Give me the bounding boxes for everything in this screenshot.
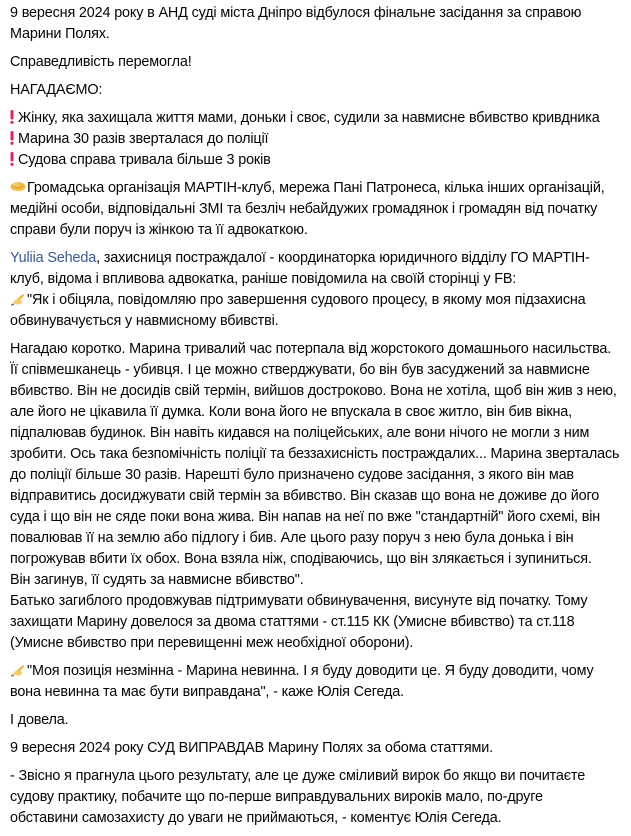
story-line: зробити. Ось така безпомічність поліції та беззахисність постраждалих... Марина зверталась [10,446,620,462]
verdict-paragraph: 9 вересня 2024 року СУД ВИПРАВДАВ Марину Полях за обома статтями. [10,740,493,756]
quote-text: обвинувачується у навмисному вбивстві. [10,313,279,329]
exclamation-mark-icon [10,152,14,166]
position-quote-text: вона невинна та має бути виправдана", - каже Юлія Сегеда. [10,684,404,700]
story-line: Батько загиблого продовжував підтримувати обвинувачення, висунуте від початку. Тому [10,593,588,609]
reminder-heading: НАГАДАЄМО: [10,82,103,98]
position-quote-paragraph [10,661,625,703]
story-line: Нагадаю коротко. Марина тривалий час потерпала від жорстокого домашнього насильства. [10,341,612,357]
comment-line: - Звісно я прагнула цього результату, але це дуже сміливий вирок бо якщо ви почитаєте [10,768,586,784]
support-text: справи були поруч із жінкою та її адвокаткою. [10,222,308,238]
quote-text: "Як і обіцяла, повідомляю про завершення судового процесу, в якому моя підзахисна [27,292,586,308]
position-quote-text: "Моя позиція незмінна - Марина невинна. І я буду доводити це. Я буду доводити, чому [27,663,594,679]
handshake-icon [10,180,26,194]
proved-paragraph: І довела. [10,712,69,728]
writing-hand-icon [10,292,26,306]
intro-line: Марини Полях. [10,26,110,42]
lawyer-text: клуб, відома і впливова адвокатка, раніше повідомила на своїй сторінці у FB: [10,271,517,287]
writing-hand-icon [10,663,26,677]
lawyer-text: , захисниця постраждалої - координаторка юридичного відділу ГО МАРТІН- [96,250,590,266]
profile-link-yuliia-seheda[interactable]: Yuliia Seheda [10,250,97,266]
bullet-list [10,108,625,171]
bullet-text: Марина 30 разів зверталася до поліції [18,131,269,147]
support-text: Громадська організація МАРТІН-клуб, мережа Пані Патронеса, кілька інших організацій, [27,180,605,196]
bullet-item [10,129,625,150]
story-line: відправитись досиджувати свій термін за вбивство. Він сказав що вона не доживе до його [10,488,600,504]
comment-line: обставини самозахисту до уваги не приймаються, - коментує Юлія Сегеда. [10,810,502,826]
bullet-text: Судова справа тривала більше 3 років [18,152,271,168]
support-paragraph [10,178,625,241]
story-line: підпалював будинок. Він навіть кидався на поліцейських, але вони нічого не могли з ним [10,425,590,441]
bullet-item [10,150,625,171]
story-line: до поліції більше 30 разів. Нарешті було призначено судове засідання, з якого він мав [10,467,574,483]
support-text: медійні особи, відповідальні ЗМІ та безліч небайдужих громадянок і громадян від початку [10,201,598,217]
story-line: вбивство. Він не досидів свій термін, вийшов достроково. Вона не хотіла, щоб він жив з нею, [10,383,617,399]
story-line: захищати Марину довелося за двома статтями - ст.115 КК (Умисне вбивство) та ст.118 [10,614,575,630]
story-line: Її співмешканець - убивця. І це можно стверджувати, бо він був засуджений за навмисне [10,362,590,378]
story-line: але його не цікавила її думка. Коли вона його не впускала в своє житло, він бив вікна, [10,404,573,420]
exclamation-mark-icon [10,110,14,124]
post-body [10,3,625,836]
story-line: погрожував вбити їх обох. Вона взяла ніж, сподіваючись, що він злякається і зупиниться. [10,551,592,567]
comment-paragraph [10,766,625,829]
bullet-text: Жінку, яка захищала життя мами, доньки і своє, судили за навмисне вбивство кривдника [18,110,600,126]
lawyer-paragraph [10,248,625,332]
justice-paragraph: Справедливість перемогла! [10,54,192,70]
story-line: (Умисне вбивство при перевищенні меж необхідної оборони). [10,635,414,651]
comment-line: судову практику, побачите що по-перше виправдувальних вироків мало, по-друге [10,789,543,805]
story-line: Він загинув, її судять за навмисне вбивство". [10,572,304,588]
intro-line: 9 вересня 2024 року в АНД суді міста Дніпро відбулося фінальне засідання за справою [10,5,582,21]
story-line: повалював її на землю або підлогу і бив. Але цього разу поруч з нею була донька і він [10,530,574,546]
exclamation-mark-icon [10,131,14,145]
bullet-item [10,108,625,129]
story-line: суда і що він не сяде поки вона жива. Він напав на неї по вже "стандартній" його схемі, він [10,509,601,525]
intro-paragraph [10,3,625,45]
story-paragraph [10,339,625,654]
